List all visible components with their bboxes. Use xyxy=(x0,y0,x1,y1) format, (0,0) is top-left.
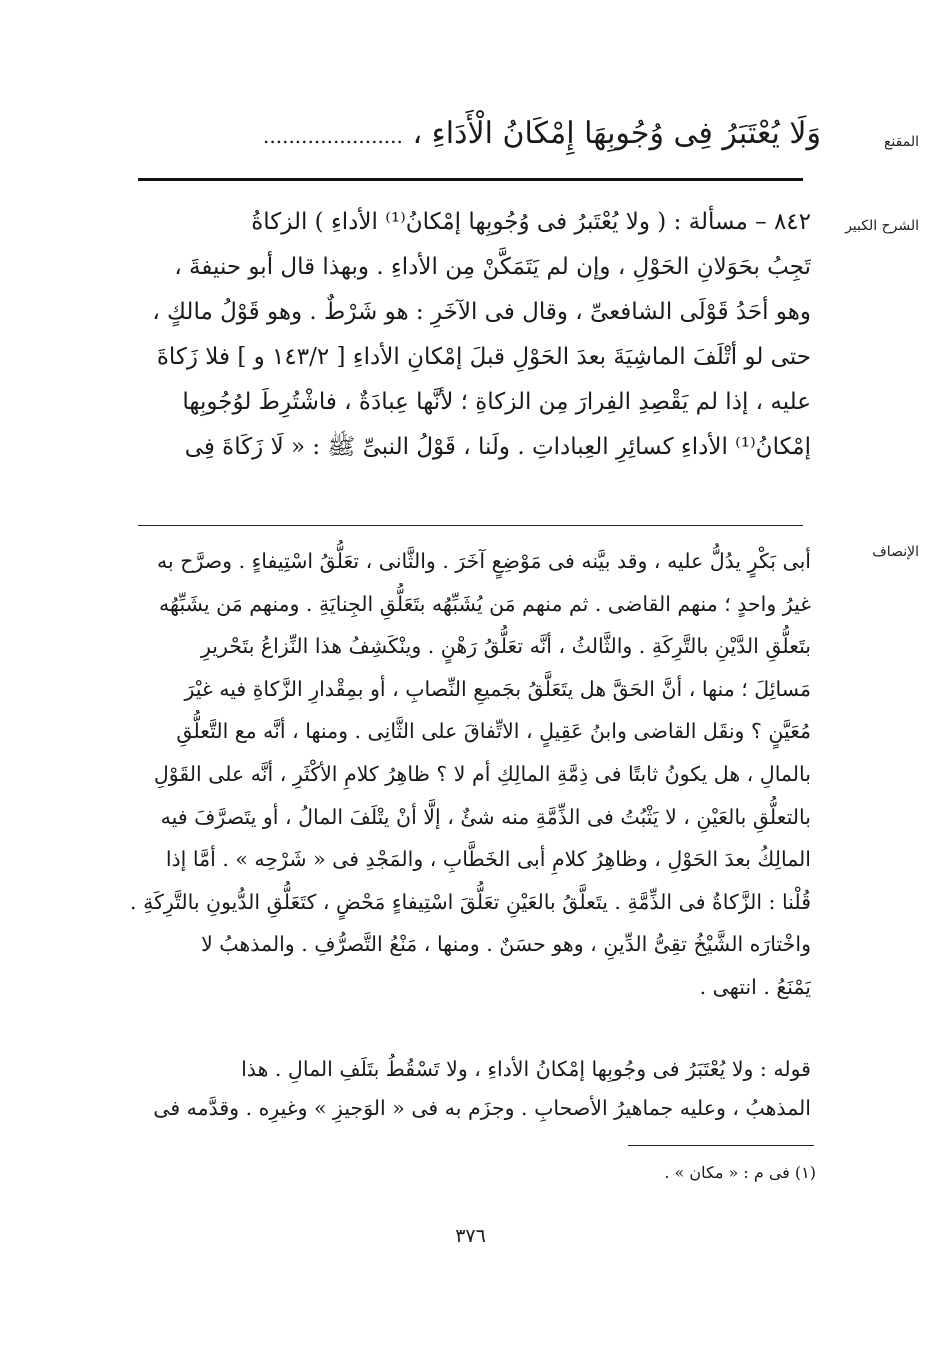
sharh-line: عليه ، إذا لم يَقْصِدِ الفِرارَ مِن الزكاةِ ؛ لأنَّها عِبادَةٌ ، فاشْتُرِطَ لوُجُوبِها xyxy=(182,389,811,415)
tail-line: المذهبُ ، وعليه جماهيرُ الأصحابِ . وجزَم به فى « الوَجيزِ » وغيرِه . وقدَّمه فى xyxy=(153,1096,811,1120)
header-rule xyxy=(138,178,803,181)
insaf-label: الإنصاف xyxy=(872,544,919,560)
insaf-line: المالِكُ بعدَ الحَوْلِ ، وظاهِرُ كلامِ أبى الخَطَّابِ ، والمَجْدِ فى « شَرْحِه » . أمَّا إذا xyxy=(165,847,811,872)
sharh-block xyxy=(121,200,811,470)
muqni-heading: وَلَا يُعْتَبَرُ فِى وُجُوبِهَا إِمْكَانُ الْأَدَاءِ ، xyxy=(412,116,821,151)
insaf-line: بتَعلُّقِ الدَّيْنِ بالتَّرِكَةِ . والثَّالثُ ، أنَّه تعَلُّقُ رَهْنٍ . وينْكَشِفُ هذا النِّزاعُ بتَحْريرِ xyxy=(200,634,811,659)
footnote-rule xyxy=(628,1145,814,1146)
footnote: (١) فى م : « مكان » . xyxy=(664,1163,816,1182)
muqni-text xyxy=(121,112,821,158)
sharh-line: وهو أحَدُ قَوْلَى الشافعىِّ ، وقال فى الآخَرِ : هو شَرْطٌ . وهو قَوْلُ مالكٍ ، xyxy=(152,299,811,325)
insaf-line: بالمالِ ، هل يكونُ ثابتًا فى ذِمَّةِ المالِكِ أم لا ؟ ظاهِرُ كلامِ الأكْثَرِ ، أنَّه على القَوْلِ xyxy=(153,761,811,786)
insaf-line: يَمْنَعُ . انتهى . xyxy=(699,974,811,999)
insaf-block xyxy=(121,540,811,1009)
sharh-line: تَجِبُ بحَوَلانِ الحَوْلِ ، وإن لم يَتَمَكَّنْ مِن الأداءِ . وبهذا قال أبو حنيفةَ ، xyxy=(174,254,811,280)
insaf-line: غيرُ واحدٍ ؛ منهم القاضى . ثم منهم مَن يُشَبِّهُه بتَعَلُّقِ الجِنايَةِ . ومنهم مَن يشَبِّهُه xyxy=(159,591,811,616)
insaf-line: قُلْنا : الزَّكاةُ فى الذِّمَّةِ . يتَعلَّقُ بالعَيْنِ تعَلُّقَ اسْتِيفاءٍ مَحْضٍ ، كتَعَلُّقِ الدُّيونِ بالتَّرِكَةِ . xyxy=(130,889,811,914)
sharh-line: إمْكانُ⁽¹⁾ الأداءِ كسائِرِ العِباداتِ . ولَنا ، قَوْلُ النبىِّ ﷺ : « لَا زَكَاةَ فِى xyxy=(184,434,811,460)
insaf-line: مَسائِلَ ؛ منها ، أنَّ الحَقَّ هل يتَعَلَّقُ بجَميعِ النِّصابِ ، أو بمِقْدارِ الزَّكاةِ فيه غيْرَ xyxy=(184,676,811,701)
insaf-line: بالتعلُّقِ بالعَيْنِ ، لا يَثْبُتُ فى الذِّمَّةِ منه شئٌ ، إلَّا أنْ يتْلَفَ المالُ ، أو يتَصرَّفَ فيه xyxy=(160,804,811,829)
muqni-dots: ...................... xyxy=(263,124,403,148)
sharh-line: حتى لو أتْلَفَ الماشِيَةَ بعدَ الحَوْلِ قبلَ إمْكانِ الأداءِ [ ١٤٣/٢ و ] فلا زَكاةَ xyxy=(156,344,811,370)
insaf-line: مُعَيَّنٍ ؟ ونقَل القاضى وابنُ عَقِيلٍ ، الاتِّفاقَ على الثَّانِى . ومنها ، أنَّه مع التَّعلُّقِ xyxy=(176,719,811,744)
insaf-tail-block xyxy=(121,1050,811,1128)
insaf-line: أبى بَكْرٍ يدُلُّ عليه ، وقد بيَّنه فى مَوْضِعٍ آخَرَ . والثَّانى ، تعَلُّقُ اسْتِيفاءٍ . وصرَّح به xyxy=(157,549,811,573)
insaf-line: واخْتارَه الشَّيْخُ تقِىُّ الدِّينِ ، وهو حسَنٌ . ومنها ، مَنْعُ التَّصرُّفِ . والمذهبُ لا xyxy=(201,932,811,957)
sharh-line: ٨٤٢ – مسألة : ( ولا يُعْتَبرُ فى وُجُوبِها إمْكانُ⁽¹⁾ الأداءِ ) الزكاةُ xyxy=(251,209,811,235)
sharh-label: الشرح الكبير xyxy=(845,218,919,234)
tail-line: قوله : ولا يُعْتَبَرُ فى وجُوبِها إمْكانُ الأداءِ ، ولا تَسْقُطُ بتَلَفِ المالِ . هذا xyxy=(241,1057,811,1081)
muqni-label: المقنع xyxy=(883,134,919,150)
page-number: ٣٧٦ xyxy=(455,1225,486,1247)
section-divider xyxy=(138,525,803,526)
